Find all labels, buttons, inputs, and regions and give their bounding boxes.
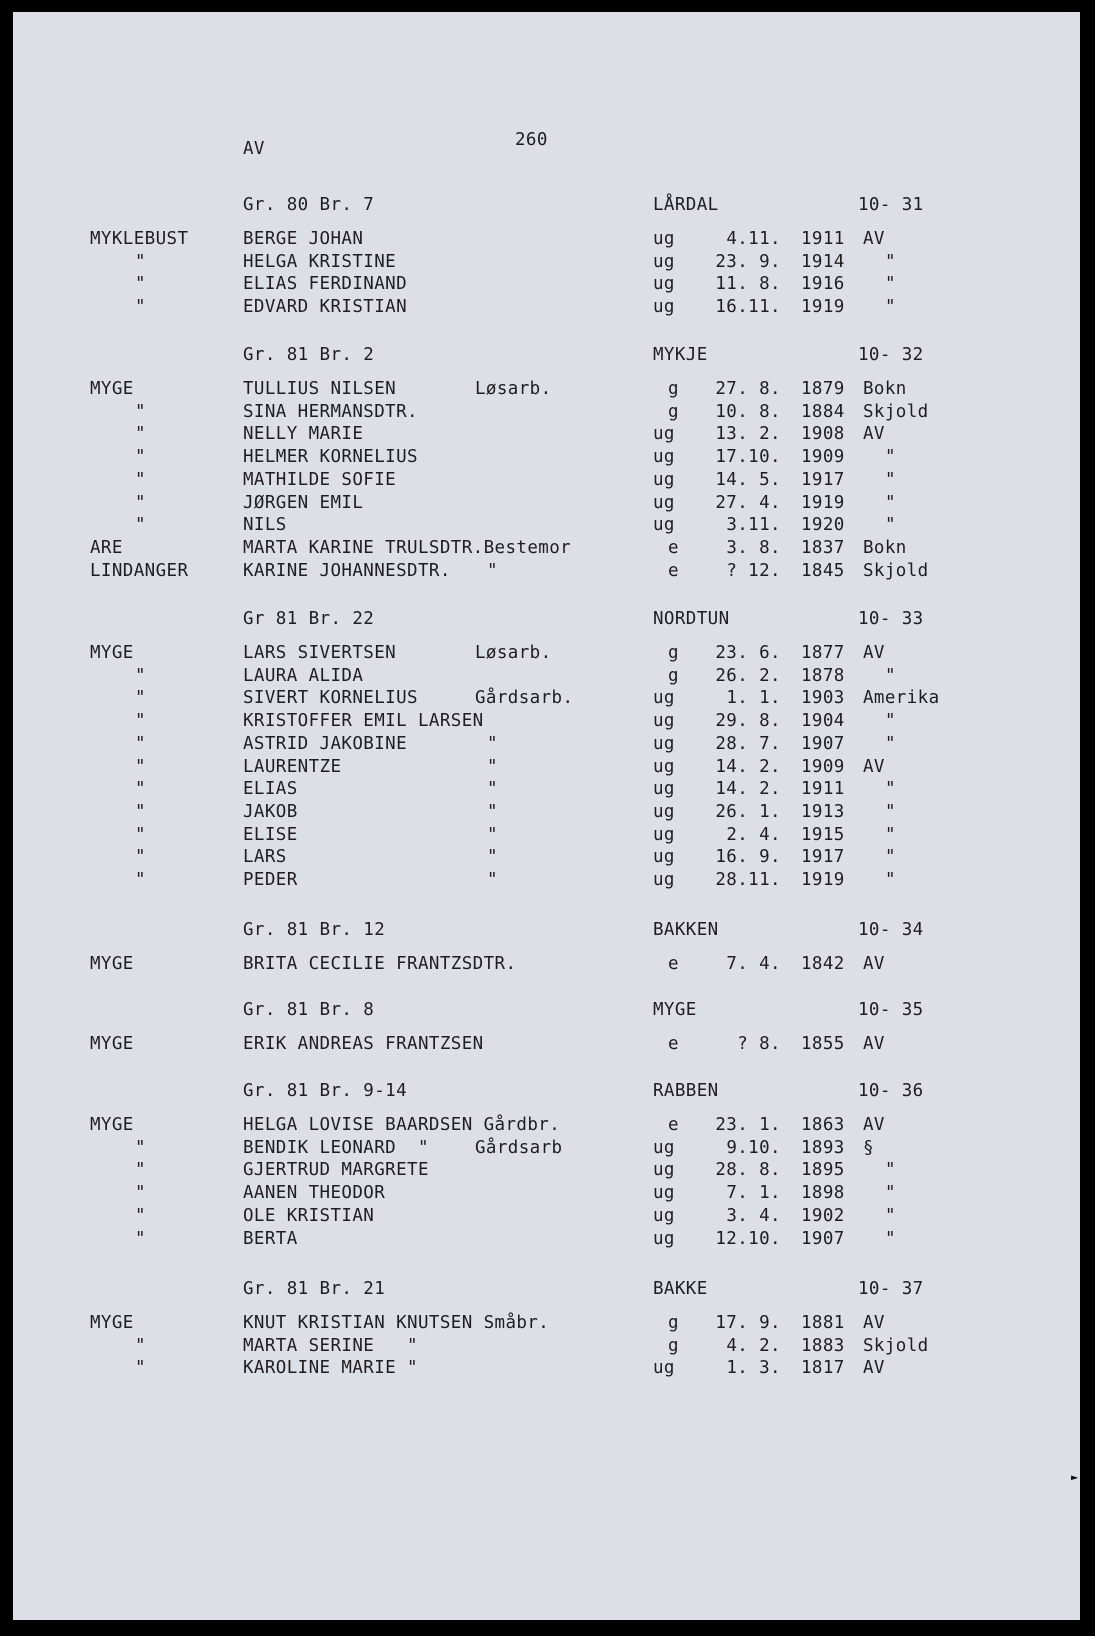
row-year: 1845	[801, 560, 845, 581]
row-surname: MYGE	[90, 954, 134, 974]
row-surname: "	[135, 424, 146, 445]
row-status: e	[668, 954, 679, 974]
section-heading: Gr. 81 Br. 2	[243, 345, 375, 365]
row-date: 28. 8.	[715, 1160, 781, 1181]
row-place: "	[885, 297, 896, 318]
row-status: e	[668, 537, 679, 558]
row-place: AV	[863, 424, 885, 445]
row-name: BERGE JOHAN	[243, 229, 364, 249]
row-place: AV	[863, 1358, 885, 1379]
row-name: KRISTOFFER EMIL LARSEN	[243, 711, 484, 732]
row-date: 7. 4.	[726, 954, 781, 974]
row-place: "	[885, 515, 896, 536]
row-surname: MYGE	[90, 643, 134, 663]
row-status: ug	[653, 779, 675, 800]
row-date: 14. 2.	[715, 779, 781, 800]
row-place: "	[885, 665, 896, 686]
row-status: g	[668, 401, 679, 422]
row-place: AV	[863, 1034, 885, 1054]
row-occupation: "	[487, 756, 498, 777]
row-year: 1917	[801, 469, 845, 490]
row-surname: MYGE	[90, 1115, 134, 1135]
section-place: LÅRDAL	[653, 195, 719, 215]
row-status: ug	[653, 1228, 675, 1249]
row-year: 1915	[801, 824, 845, 845]
row-name: PEDER	[243, 870, 298, 890]
row-place: AV	[863, 1313, 885, 1333]
row-place: "	[885, 251, 896, 272]
row-status: g	[668, 1335, 679, 1356]
row-place: "	[885, 779, 896, 800]
row-year: 1917	[801, 847, 845, 868]
row-name: SIVERT KORNELIUS	[243, 688, 418, 709]
row-name: OLE KRISTIAN	[243, 1205, 375, 1226]
section-heading: Gr. 81 Br. 21	[243, 1279, 386, 1299]
section-place: NORDTUN	[653, 609, 730, 629]
row-name: JØRGEN EMIL	[243, 492, 364, 513]
row-place: "	[885, 469, 896, 490]
row-name: NILS	[243, 515, 287, 536]
row-year: 1904	[801, 711, 845, 732]
row-status: ug	[653, 756, 675, 777]
row-place: "	[885, 847, 896, 868]
section-ref: 10- 33	[858, 609, 924, 629]
row-date: 4. 2.	[726, 1335, 781, 1356]
row-surname: "	[135, 801, 146, 822]
row-date: 3. 8.	[726, 537, 781, 558]
row-place: "	[885, 492, 896, 513]
row-surname: "	[135, 1183, 146, 1204]
row-status: e	[668, 560, 679, 581]
row-date: 27. 4.	[715, 492, 781, 513]
row-place: AV	[863, 954, 885, 974]
row-name: LAURA ALIDA	[243, 665, 364, 686]
row-place: "	[885, 1205, 896, 1226]
row-name: MARTA KARINE TRULSDTR.Bestemor	[243, 537, 572, 558]
row-surname: "	[135, 1335, 146, 1356]
row-year: 1911	[801, 229, 845, 249]
row-place: "	[885, 1183, 896, 1204]
section-place: BAKKEN	[653, 920, 719, 940]
row-place: "	[885, 1228, 896, 1249]
row-occupation: Gårdsarb	[475, 1137, 563, 1158]
row-occupation: Gårdsarb.	[475, 688, 574, 709]
page	[13, 12, 1080, 1620]
section-heading: Gr. 81 Br. 9-14	[243, 1081, 408, 1101]
row-date: 3. 4.	[726, 1205, 781, 1226]
section-place: RABBEN	[653, 1081, 719, 1101]
row-status: ug	[653, 1183, 675, 1204]
row-surname: "	[135, 824, 146, 845]
row-surname: "	[135, 401, 146, 422]
row-surname: "	[135, 492, 146, 513]
row-date: 27. 8.	[715, 379, 781, 399]
row-place: AV	[863, 643, 885, 663]
row-date: 28.11.	[715, 870, 781, 890]
row-date: ? 8.	[737, 1034, 781, 1054]
row-date: 26. 1.	[715, 801, 781, 822]
row-occupation: "	[487, 733, 498, 754]
row-year: 1883	[801, 1335, 845, 1356]
row-occupation: "	[487, 560, 498, 581]
row-surname: ARE	[90, 537, 123, 558]
row-year: 1909	[801, 756, 845, 777]
section-ref: 10- 35	[858, 1000, 924, 1020]
row-name: HELGA KRISTINE	[243, 251, 397, 272]
row-surname: MYGE	[90, 379, 134, 399]
row-name: KNUT KRISTIAN KNUTSEN Småbr.	[243, 1313, 550, 1333]
row-date: 14. 2.	[715, 756, 781, 777]
row-date: ? 12.	[726, 560, 781, 581]
row-name: JAKOB	[243, 801, 298, 822]
row-date: 1. 1.	[726, 688, 781, 709]
row-place: "	[885, 824, 896, 845]
row-status: ug	[653, 274, 675, 295]
section-heading: Gr. 81 Br. 12	[243, 920, 386, 940]
row-date: 23. 9.	[715, 251, 781, 272]
row-year: 1919	[801, 492, 845, 513]
row-status: ug	[653, 447, 675, 468]
row-status: ug	[653, 251, 675, 272]
row-year: 1903	[801, 688, 845, 709]
row-status: ug	[653, 870, 675, 890]
row-surname: "	[135, 665, 146, 686]
row-surname: "	[135, 870, 146, 890]
row-surname: "	[135, 756, 146, 777]
row-surname: "	[135, 847, 146, 868]
row-status: ug	[653, 469, 675, 490]
row-occupation: "	[487, 870, 498, 890]
row-status: ug	[653, 492, 675, 513]
row-status: ug	[653, 1205, 675, 1226]
row-year: 1877	[801, 643, 845, 663]
row-place: AV	[863, 229, 885, 249]
row-surname: "	[135, 1160, 146, 1181]
section-place: MYKJE	[653, 345, 708, 365]
row-surname: "	[135, 1137, 146, 1158]
row-status: g	[668, 643, 679, 663]
row-name: HELMER KORNELIUS	[243, 447, 418, 468]
row-date: 13. 2.	[715, 424, 781, 445]
row-status: ug	[653, 1358, 675, 1379]
row-year: 1919	[801, 870, 845, 890]
row-name: BENDIK LEONARD "	[243, 1137, 429, 1158]
section-ref: 10- 36	[858, 1081, 924, 1101]
row-place: Skjold	[863, 1335, 929, 1356]
row-date: 12.10.	[715, 1228, 781, 1249]
row-status: g	[668, 1313, 679, 1333]
row-year: 1878	[801, 665, 845, 686]
row-name: KAROLINE MARIE "	[243, 1358, 418, 1379]
row-date: 16.11.	[715, 297, 781, 318]
row-year: 1913	[801, 801, 845, 822]
row-occupation: "	[487, 779, 498, 800]
row-place: Bokn	[863, 537, 907, 558]
row-name: LARS	[243, 847, 287, 868]
row-name: AANEN THEODOR	[243, 1183, 386, 1204]
row-place: "	[885, 1160, 896, 1181]
row-year: 1920	[801, 515, 845, 536]
row-surname: "	[135, 1358, 146, 1379]
row-place: "	[885, 870, 896, 890]
row-name: ERIK ANDREAS FRANTZSEN	[243, 1034, 484, 1054]
row-name: ASTRID JAKOBINE	[243, 733, 408, 754]
arrow-marker-icon: ►	[1071, 1470, 1079, 1484]
row-surname: "	[135, 1228, 146, 1249]
row-date: 7. 1.	[726, 1183, 781, 1204]
row-status: ug	[653, 515, 675, 536]
row-place: "	[885, 447, 896, 468]
row-name: BRITA CECILIE FRANTZSDTR.	[243, 954, 517, 974]
row-date: 23. 1.	[715, 1115, 781, 1135]
section-place: BAKKE	[653, 1279, 708, 1299]
row-name: EDVARD KRISTIAN	[243, 297, 408, 318]
row-surname: "	[135, 251, 146, 272]
row-place: AV	[863, 1115, 885, 1135]
row-status: ug	[653, 847, 675, 868]
row-surname: "	[135, 733, 146, 754]
row-status: ug	[653, 824, 675, 845]
row-date: 17.10.	[715, 447, 781, 468]
row-year: 1879	[801, 379, 845, 399]
row-surname: "	[135, 447, 146, 468]
row-name: LAURENTZE	[243, 756, 342, 777]
row-status: ug	[653, 801, 675, 822]
row-year: 1855	[801, 1034, 845, 1054]
row-date: 29. 8.	[715, 711, 781, 732]
row-status: e	[668, 1034, 679, 1054]
document-body	[13, 12, 1080, 1620]
row-place: "	[885, 274, 896, 295]
row-name: MARTA SERINE "	[243, 1335, 418, 1356]
row-place: Skjold	[863, 560, 929, 581]
section-place: MYGE	[653, 1000, 697, 1020]
row-status: ug	[653, 711, 675, 732]
row-year: 1863	[801, 1115, 845, 1135]
row-occupation: Løsarb.	[475, 643, 552, 663]
row-year: 1909	[801, 447, 845, 468]
page-number: 260	[515, 130, 548, 150]
row-date: 1. 3.	[726, 1358, 781, 1379]
row-surname: MYKLEBUST	[90, 229, 189, 249]
row-year: 1898	[801, 1183, 845, 1204]
row-year: 1908	[801, 424, 845, 445]
row-surname: "	[135, 779, 146, 800]
section-heading: Gr 81 Br. 22	[243, 609, 375, 629]
row-year: 1837	[801, 537, 845, 558]
section-heading: Gr. 81 Br. 8	[243, 1000, 375, 1020]
section-ref: 10- 32	[858, 345, 924, 365]
row-year: 1884	[801, 401, 845, 422]
row-place: Skjold	[863, 401, 929, 422]
row-status: e	[668, 1115, 679, 1135]
row-status: ug	[653, 1160, 675, 1181]
row-occupation: "	[487, 824, 498, 845]
row-occupation: "	[487, 801, 498, 822]
row-name: SINA HERMANSDTR.	[243, 401, 418, 422]
row-date: 9.10.	[726, 1137, 781, 1158]
row-year: 1914	[801, 251, 845, 272]
row-year: 1895	[801, 1160, 845, 1181]
section-ref: 10- 34	[858, 920, 924, 940]
row-name: ELIAS	[243, 779, 298, 800]
row-date: 4.11.	[726, 229, 781, 249]
row-year: 1916	[801, 274, 845, 295]
row-surname: "	[135, 1205, 146, 1226]
row-name: MATHILDE SOFIE	[243, 469, 397, 490]
section-heading: Gr. 80 Br. 7	[243, 195, 375, 215]
row-status: g	[668, 379, 679, 399]
row-surname: "	[135, 688, 146, 709]
row-year: 1902	[801, 1205, 845, 1226]
row-date: 26. 2.	[715, 665, 781, 686]
row-date: 17. 9.	[715, 1313, 781, 1333]
row-date: 11. 8.	[715, 274, 781, 295]
row-name: KARINE JOHANNESDTR.	[243, 560, 451, 581]
row-name: GJERTRUD MARGRETE	[243, 1160, 429, 1181]
row-status: ug	[653, 229, 675, 249]
row-date: 14. 5.	[715, 469, 781, 490]
row-surname: MYGE	[90, 1034, 134, 1054]
row-status: g	[668, 665, 679, 686]
row-place: Bokn	[863, 379, 907, 399]
row-date: 2. 4.	[726, 824, 781, 845]
row-occupation: Løsarb.	[475, 379, 552, 399]
row-name: NELLY MARIE	[243, 424, 364, 445]
row-surname: "	[135, 711, 146, 732]
row-year: 1911	[801, 779, 845, 800]
row-surname: "	[135, 297, 146, 318]
row-year: 1817	[801, 1358, 845, 1379]
header-av: AV	[243, 139, 265, 159]
row-name: LARS SIVERTSEN	[243, 643, 397, 663]
row-status: ug	[653, 424, 675, 445]
row-date: 16. 9.	[715, 847, 781, 868]
row-date: 3.11.	[726, 515, 781, 536]
row-place: "	[885, 733, 896, 754]
row-place: AV	[863, 756, 885, 777]
row-name: HELGA LOVISE BAARDSEN Gårdbr.	[243, 1115, 561, 1135]
row-name: ELISE	[243, 824, 298, 845]
row-surname: LINDANGER	[90, 560, 189, 581]
row-name: TULLIUS NILSEN	[243, 379, 397, 399]
row-date: 10. 8.	[715, 401, 781, 422]
row-surname: "	[135, 469, 146, 490]
row-date: 23. 6.	[715, 643, 781, 663]
row-name: BERTA	[243, 1228, 298, 1249]
row-place: "	[885, 801, 896, 822]
row-occupation: "	[487, 847, 498, 868]
row-status: ug	[653, 733, 675, 754]
row-place: §	[863, 1137, 874, 1158]
row-surname: "	[135, 515, 146, 536]
row-year: 1907	[801, 1228, 845, 1249]
row-year: 1842	[801, 954, 845, 974]
row-year: 1893	[801, 1137, 845, 1158]
row-place: "	[885, 711, 896, 732]
row-status: ug	[653, 297, 675, 318]
row-year: 1907	[801, 733, 845, 754]
row-year: 1919	[801, 297, 845, 318]
row-surname: MYGE	[90, 1313, 134, 1333]
row-name: ELIAS FERDINAND	[243, 274, 408, 295]
row-date: 28. 7.	[715, 733, 781, 754]
section-ref: 10- 37	[858, 1279, 924, 1299]
row-place: Amerika	[863, 688, 940, 709]
row-status: ug	[653, 688, 675, 709]
row-surname: "	[135, 274, 146, 295]
section-ref: 10- 31	[858, 195, 924, 215]
row-year: 1881	[801, 1313, 845, 1333]
row-status: ug	[653, 1137, 675, 1158]
